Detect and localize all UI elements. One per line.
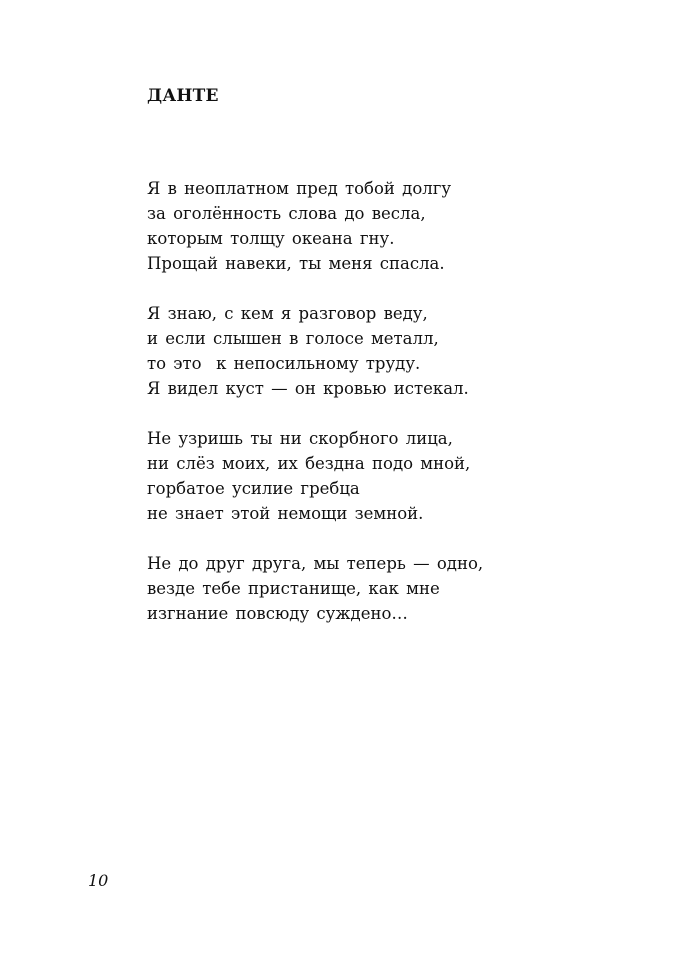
stanza-3 xyxy=(147,426,647,526)
poem-line: которым толщу океана гну. xyxy=(147,229,395,248)
poem-line: горбатое усилие гребца xyxy=(147,479,360,498)
poem-line: везде тебе пристанище, как мне xyxy=(147,579,440,598)
poem-line: не знает этой немощи земной. xyxy=(147,504,424,523)
poem-line: то это к непосильному труду. xyxy=(147,354,421,373)
poem-line: за оголённость слова до весла, xyxy=(147,204,426,223)
stanza-4 xyxy=(147,551,647,626)
poem-line: изгнание повсюду суждено… xyxy=(147,604,408,623)
poem-line: Я знаю, с кем я разговор веду, xyxy=(147,304,428,323)
poem-line: ни слёз моих, их бездна подо мной, xyxy=(147,454,471,473)
poem-line: Не до друг друга, мы теперь — одно, xyxy=(147,554,484,573)
poem-body xyxy=(147,176,647,651)
poem-line: Я в неоплатном пред тобой долгу xyxy=(147,179,452,198)
poem-line: Я видел куст — он кровью истекал. xyxy=(147,379,469,398)
page-number: 10 xyxy=(88,871,109,890)
poem-line: Не узришь ты ни скорбного лица, xyxy=(147,429,453,448)
poem-line: Прощай навеки, ты меня спасла. xyxy=(147,254,445,273)
stanza-2 xyxy=(147,301,647,401)
stanza-1 xyxy=(147,176,647,276)
poem-title: ДАНТЕ xyxy=(147,86,219,106)
poem-line: и если слышен в голосе металл, xyxy=(147,329,439,348)
